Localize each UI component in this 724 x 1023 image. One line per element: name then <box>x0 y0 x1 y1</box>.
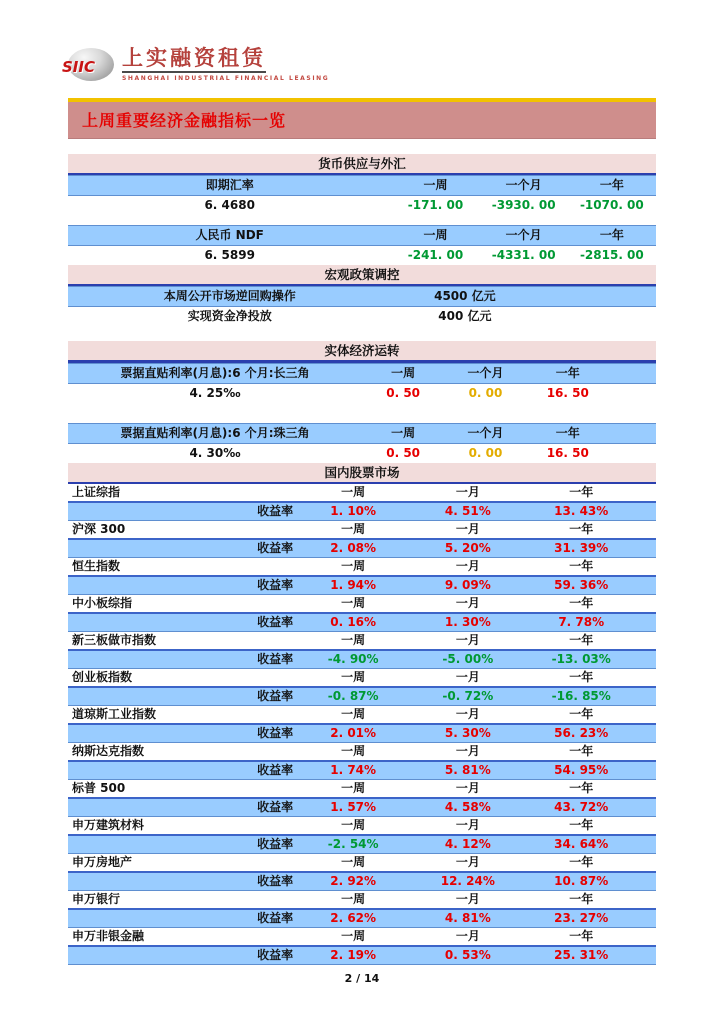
spacer <box>68 403 656 423</box>
current-value: 4. 25‰ <box>189 386 241 400</box>
col-month: 一月 <box>455 596 480 610</box>
index-yield-row <box>68 836 656 854</box>
col-year: 一年 <box>569 670 594 684</box>
col-week: 一周 <box>341 855 366 869</box>
index-yield-row <box>68 503 656 521</box>
index-name-row <box>68 632 656 651</box>
col-year: 一年 <box>569 707 594 721</box>
index-name-row <box>68 595 656 614</box>
week-change: 0. 50 <box>386 446 421 460</box>
indicator-label: 人民币 NDF <box>195 228 264 242</box>
current-value: 6. 4680 <box>204 198 255 212</box>
week-yield: 2. 62% <box>330 911 377 925</box>
yield-label: 收益率 <box>257 504 294 518</box>
year-yield: 23. 27% <box>554 911 609 925</box>
col-month: 一个月 <box>467 366 504 380</box>
index-yield-row <box>68 725 656 743</box>
index-yield-row <box>68 651 656 669</box>
month-yield: 5. 20% <box>444 541 491 555</box>
index-name: 申万建筑材料 <box>72 818 145 832</box>
spacer <box>68 326 656 341</box>
year-yield: 25. 31% <box>554 948 609 962</box>
col-week: 一周 <box>341 818 366 832</box>
index-name: 标普 500 <box>72 781 126 795</box>
week-yield: -0. 87% <box>327 689 379 703</box>
month-change: 0. 00 <box>468 446 503 460</box>
page-title-text: 上周重要经济金融指标一览 <box>82 111 287 130</box>
page-title <box>68 98 656 139</box>
index-name: 恒生指数 <box>72 559 121 573</box>
index-yield-row <box>68 688 656 706</box>
year-yield: 56. 23% <box>554 726 609 740</box>
spacer <box>68 139 656 154</box>
index-name-row <box>68 780 656 799</box>
index-name-row <box>68 706 656 725</box>
indicator-label: 票据直贴利率(月息):6 个月:珠三角 <box>120 426 310 440</box>
month-yield: 4. 12% <box>444 837 491 851</box>
col-week: 一周 <box>341 596 366 610</box>
month-yield: -0. 72% <box>442 689 494 703</box>
col-month: 一月 <box>455 781 480 795</box>
index-name-row <box>68 521 656 540</box>
logo-text <box>122 46 329 82</box>
yield-label: 收益率 <box>257 578 294 592</box>
index-name-row <box>68 928 656 947</box>
yield-label: 收益率 <box>257 948 294 962</box>
index-yield-row <box>68 540 656 558</box>
col-year: 一年 <box>569 485 594 499</box>
index-name-row <box>68 669 656 688</box>
col-month: 一个月 <box>505 178 542 192</box>
month-change: -4331. 00 <box>491 248 556 262</box>
month-yield: 0. 53% <box>444 948 491 962</box>
col-year: 一年 <box>569 744 594 758</box>
repo-row <box>68 286 656 307</box>
col-week: 一周 <box>341 929 366 943</box>
month-yield: -5. 00% <box>442 652 494 666</box>
week-yield: 2. 92% <box>330 874 377 888</box>
col-month: 一月 <box>455 855 480 869</box>
macro-value: 400 亿元 <box>438 309 492 323</box>
index-yield-row <box>68 873 656 891</box>
index-name-row <box>68 484 656 503</box>
week-yield: 1. 74% <box>330 763 377 777</box>
spot-rate-header-row <box>68 175 656 196</box>
index-name-row <box>68 558 656 577</box>
index-name-row <box>68 891 656 910</box>
col-week: 一周 <box>423 178 448 192</box>
section-header-forex: 货币供应与外汇 <box>68 154 656 175</box>
col-month: 一月 <box>455 744 480 758</box>
ndf-value-row <box>68 246 656 265</box>
col-month: 一月 <box>455 485 480 499</box>
col-week: 一周 <box>341 559 366 573</box>
company-name-cn: 上实融资租赁 <box>122 46 266 73</box>
index-yield-row <box>68 910 656 928</box>
index-name: 沪深 300 <box>72 522 126 536</box>
index-yield-row <box>68 577 656 595</box>
col-year: 一年 <box>569 633 594 647</box>
col-year: 一年 <box>569 929 594 943</box>
siic-globe-icon <box>62 48 114 81</box>
col-month: 一月 <box>455 670 480 684</box>
index-name: 申万银行 <box>72 892 121 906</box>
yield-label: 收益率 <box>257 689 294 703</box>
index-name: 中小板综指 <box>72 596 133 610</box>
col-month: 一月 <box>455 522 480 536</box>
bill-rate-yangtze-header-row <box>68 363 656 384</box>
week-yield: 0. 16% <box>330 615 377 629</box>
col-month: 一月 <box>455 633 480 647</box>
year-yield: 10. 87% <box>554 874 609 888</box>
month-yield: 12. 24% <box>440 874 495 888</box>
col-year: 一年 <box>569 855 594 869</box>
week-yield: 2. 08% <box>330 541 377 555</box>
year-change: -1070. 00 <box>579 198 644 212</box>
month-yield: 4. 81% <box>444 911 491 925</box>
index-name: 上证综指 <box>72 485 121 499</box>
bill-rate-yangtze-value-row <box>68 384 656 403</box>
col-month: 一月 <box>455 707 480 721</box>
macro-label: 实现资金净投放 <box>187 309 272 323</box>
index-yield-row <box>68 799 656 817</box>
month-yield: 1. 30% <box>444 615 491 629</box>
yield-label: 收益率 <box>257 874 294 888</box>
index-name: 创业板指数 <box>72 670 133 684</box>
siic-abbr: SIIC <box>62 58 95 76</box>
macro-label: 本周公开市场逆回购操作 <box>163 289 296 303</box>
index-name: 申万非银金融 <box>72 929 145 943</box>
col-month: 一月 <box>455 559 480 573</box>
col-week: 一周 <box>391 426 416 440</box>
month-change: -3930. 00 <box>491 198 556 212</box>
section-header-economy: 实体经济运转 <box>68 341 656 363</box>
year-yield: 13. 43% <box>554 504 609 518</box>
index-name: 道琼斯工业指数 <box>72 707 157 721</box>
week-yield: 1. 57% <box>330 800 377 814</box>
month-yield: 5. 81% <box>444 763 491 777</box>
indicator-label: 票据直贴利率(月息):6 个月:长三角 <box>120 366 310 380</box>
month-change: 0. 00 <box>468 386 503 400</box>
year-yield: 7. 78% <box>558 615 605 629</box>
col-month: 一个月 <box>505 228 542 242</box>
index-name: 新三板做市指数 <box>72 633 157 647</box>
week-yield: 2. 01% <box>330 726 377 740</box>
year-change: 16. 50 <box>546 446 589 460</box>
month-yield: 9. 09% <box>444 578 491 592</box>
year-yield: -16. 85% <box>551 689 611 703</box>
col-week: 一周 <box>423 228 448 242</box>
col-month: 一月 <box>455 818 480 832</box>
week-change: -171. 00 <box>407 198 464 212</box>
month-yield: 4. 51% <box>444 504 491 518</box>
report-page <box>62 0 656 985</box>
current-value: 4. 30‰ <box>189 446 241 460</box>
week-yield: 2. 19% <box>330 948 377 962</box>
section-header-macro: 宏观政策调控 <box>68 265 656 286</box>
yield-label: 收益率 <box>257 911 294 925</box>
col-month: 一月 <box>455 892 480 906</box>
ndf-header-row <box>68 225 656 246</box>
col-year: 一年 <box>569 892 594 906</box>
col-year: 一年 <box>599 228 624 242</box>
col-year: 一年 <box>599 178 624 192</box>
col-week: 一周 <box>341 485 366 499</box>
spacer <box>68 215 656 225</box>
year-yield: 43. 72% <box>554 800 609 814</box>
current-value: 6. 5899 <box>204 248 255 262</box>
week-yield: 1. 10% <box>330 504 377 518</box>
week-yield: -2. 54% <box>327 837 379 851</box>
col-month: 一个月 <box>467 426 504 440</box>
index-yield-row <box>68 614 656 632</box>
col-week: 一周 <box>341 670 366 684</box>
col-week: 一周 <box>341 781 366 795</box>
col-year: 一年 <box>555 426 580 440</box>
indicator-label: 即期汇率 <box>205 178 254 192</box>
spot-rate-value-row <box>68 196 656 215</box>
yield-label: 收益率 <box>257 763 294 777</box>
yield-label: 收益率 <box>257 652 294 666</box>
macro-value: 4500 亿元 <box>434 289 496 303</box>
col-year: 一年 <box>569 559 594 573</box>
yield-label: 收益率 <box>257 837 294 851</box>
year-yield: 34. 64% <box>554 837 609 851</box>
col-year: 一年 <box>569 781 594 795</box>
section-header-stocks: 国内股票市场 <box>68 463 656 484</box>
month-yield: 4. 58% <box>444 800 491 814</box>
week-change: 0. 50 <box>386 386 421 400</box>
index-name-row <box>68 743 656 762</box>
col-week: 一周 <box>341 522 366 536</box>
yield-label: 收益率 <box>257 726 294 740</box>
index-name-row <box>68 817 656 836</box>
yield-label: 收益率 <box>257 615 294 629</box>
col-year: 一年 <box>569 818 594 832</box>
week-change: -241. 00 <box>407 248 464 262</box>
col-week: 一周 <box>341 744 366 758</box>
month-yield: 5. 30% <box>444 726 491 740</box>
year-change: -2815. 00 <box>579 248 644 262</box>
index-yield-row-highlighted <box>68 947 656 965</box>
year-change: 16. 50 <box>546 386 589 400</box>
net-injection-row <box>68 307 656 326</box>
col-year: 一年 <box>555 366 580 380</box>
col-year: 一年 <box>569 596 594 610</box>
company-name-en: SHANGHAI INDUSTRIAL FINANCIAL LEASING <box>122 75 330 82</box>
year-yield: 54. 95% <box>554 763 609 777</box>
company-logo <box>62 0 656 92</box>
index-name: 申万房地产 <box>72 855 133 869</box>
yield-label: 收益率 <box>257 541 294 555</box>
yield-label: 收益率 <box>257 800 294 814</box>
col-week: 一周 <box>341 892 366 906</box>
page-number: 2 / 14 <box>344 972 380 985</box>
col-year: 一年 <box>569 522 594 536</box>
bill-rate-pearl-value-row <box>68 444 656 463</box>
col-week: 一周 <box>341 707 366 721</box>
week-yield: 1. 94% <box>330 578 377 592</box>
col-week: 一周 <box>341 633 366 647</box>
bill-rate-pearl-header-row <box>68 423 656 444</box>
col-week: 一周 <box>391 366 416 380</box>
year-yield: -13. 03% <box>551 652 611 666</box>
index-name-row <box>68 854 656 873</box>
year-yield: 59. 36% <box>554 578 609 592</box>
year-yield: 31. 39% <box>554 541 609 555</box>
index-yield-row <box>68 762 656 780</box>
index-name: 纳斯达克指数 <box>72 744 145 758</box>
col-month: 一月 <box>455 929 480 943</box>
week-yield: -4. 90% <box>327 652 379 666</box>
